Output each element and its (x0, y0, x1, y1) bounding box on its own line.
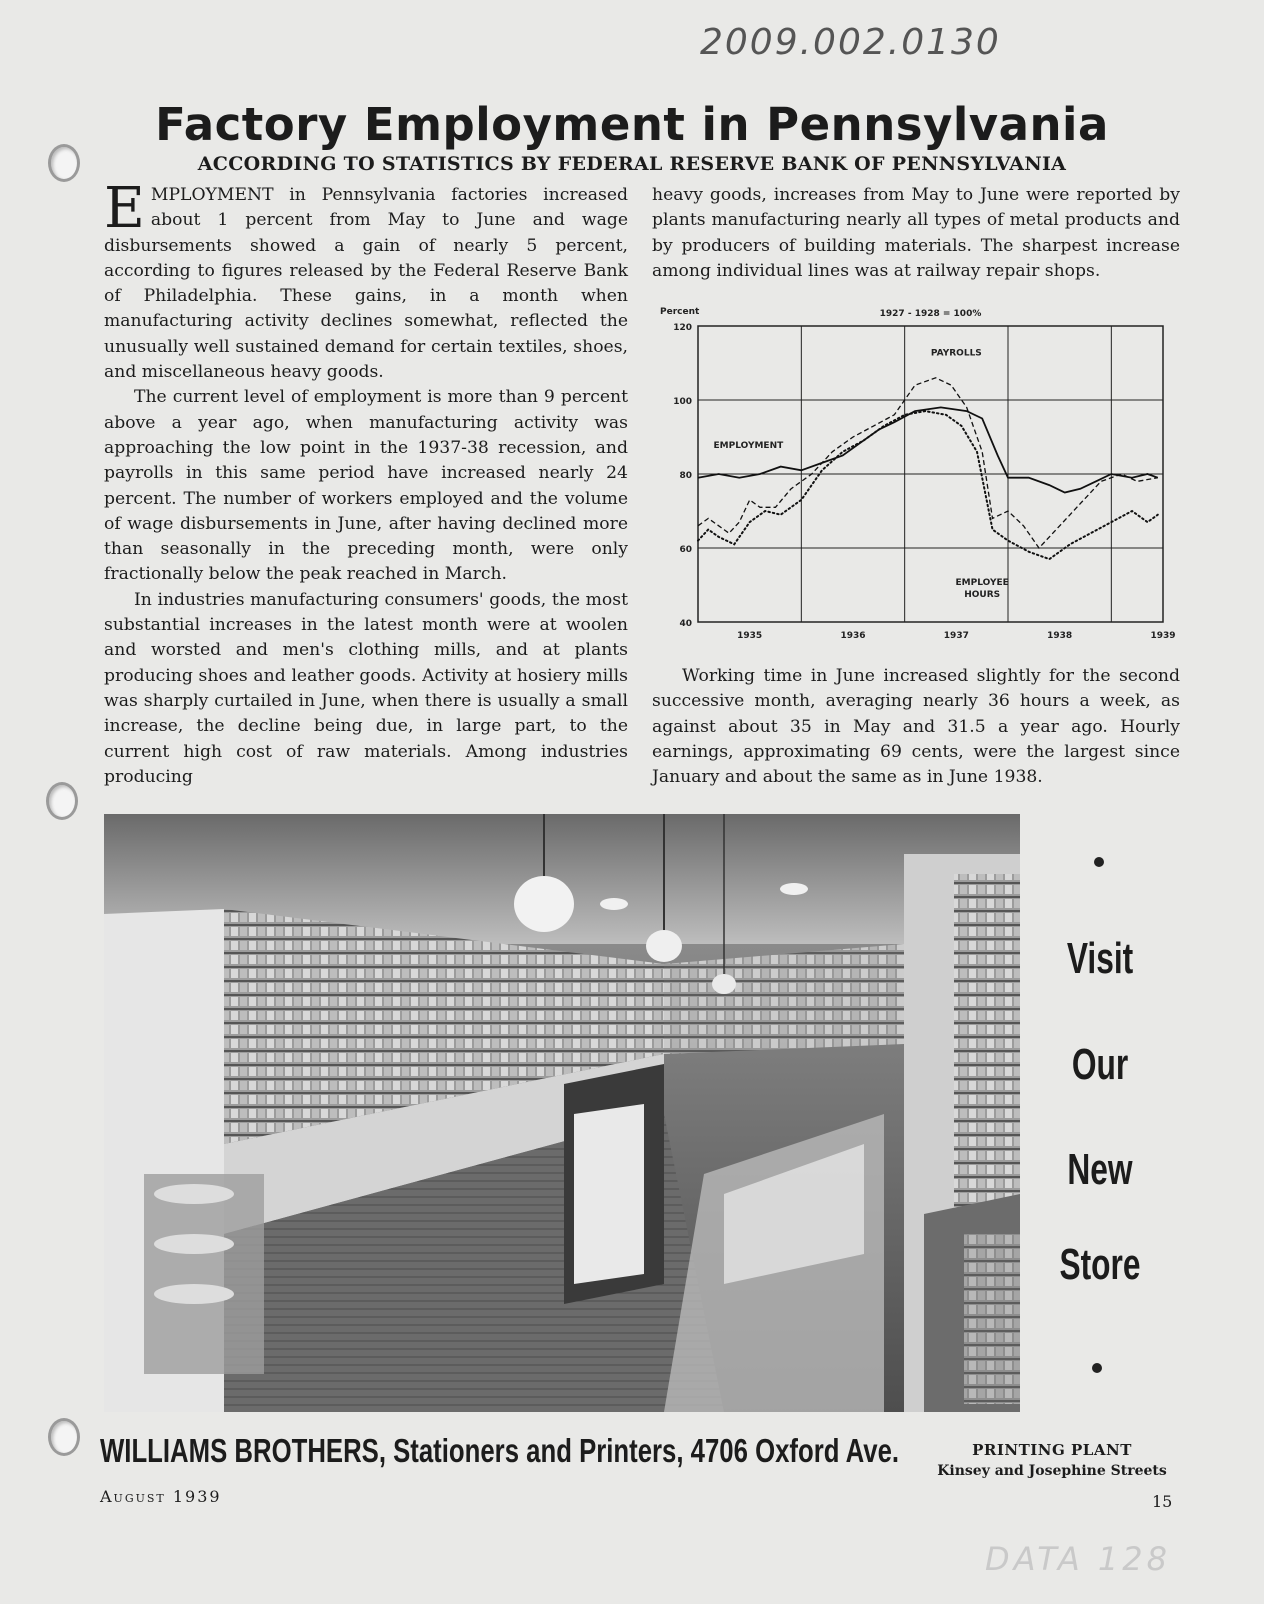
y-axis-label: Percent (660, 307, 700, 317)
chart-annotation: EMPLOYEE (955, 578, 1009, 588)
employment-chart (658, 300, 1178, 652)
chart-annotation: HOURS (964, 590, 1001, 600)
store-photo-illustration (104, 814, 1020, 1412)
series-line-payrolls (698, 378, 1158, 548)
printing-plant-label: PRINTING PLANT (972, 1441, 1132, 1459)
left-column (104, 176, 628, 790)
right-column-bottom (652, 664, 1180, 790)
x-tick-label: 1938 (1047, 631, 1073, 641)
y-tick-label: 60 (679, 545, 692, 555)
chart-annotation: PAYROLLS (930, 348, 982, 359)
article-subtitle: ACCORDING TO STATISTICS BY FEDERAL RESERVE BANK OF PENNSYLVANIA (197, 153, 1067, 175)
paragraph: heavy goods, increases from May to June were reported by plants manufacturing nearly all types of metal products and by producers of building materials. The sharpest increase among individual lines was at railway repair shops. (652, 185, 1180, 281)
binder-hole (48, 1418, 80, 1456)
y-tick-label: 120 (673, 323, 692, 333)
paragraph-text: MPLOYMENT in Pennsylvania factories increased about 1 percent from May to June and wage disbursements showed a gain of nearly 5 percent, according to figures released by the Federal Reserve Bank of Philadelphia. These gains, in a month when manufacturing activity declines somewhat, reflected the unusually well sustained demand for certain textiles, shoes, and miscellaneous heavy goods. (104, 185, 628, 383)
issue-date: August 1939 (100, 1487, 222, 1506)
x-tick-label: 1937 (943, 631, 969, 641)
ad-word-our: Our (1071, 1040, 1129, 1089)
page-number: 15 (1152, 1492, 1173, 1511)
ad-word-store: Store (1059, 1240, 1141, 1289)
paragraph: In industries manufacturing consumers' goods, the most substantial increases in the latest month were at woolen and worsted and men's clothing mills, and at plants producing shoes and leather goods. Activity at hosiery mills was sharply curtailed in June, when there is usually a small increase, the decline being due, in large part, to the current high cost of raw materials. Among industries producing (104, 589, 628, 787)
ad-word-visit: Visit (1066, 934, 1134, 983)
printing-plant-address: Kinsey and Josephine Streets (937, 1463, 1167, 1479)
ad-bullet (1094, 857, 1104, 867)
paragraph (104, 176, 628, 385)
drop-cap: E (104, 176, 145, 241)
x-tick-label: 1936 (840, 631, 866, 641)
y-tick-label: 100 (673, 397, 692, 407)
store-interior-photo (104, 814, 1020, 1412)
paragraph: Working time in June increased slightly for the second successive month, averaging nearly 36 hours a week, as against about 35 in May and 31.5 a year ago. Hourly earnings, approximating 69 cents, were the largest since January and about the same as in June 1938. (652, 666, 1180, 788)
x-tick-label: 1935 (737, 631, 763, 641)
x-tick-label: 1939 (1150, 631, 1176, 641)
ad-bullet (1092, 1363, 1102, 1373)
chart-annotation: EMPLOYMENT (713, 441, 784, 452)
article-title: Factory Employment in Pennsylvania (155, 98, 1109, 151)
chart-title: 1927 - 1928 = 100% (879, 309, 982, 319)
handwritten-bottom-note: DATA 128 (985, 1540, 1171, 1578)
binder-hole (46, 782, 78, 820)
handwritten-accession-number: 2009.002.0130 (700, 22, 1001, 63)
chart-svg (658, 300, 1178, 652)
y-tick-label: 40 (679, 619, 692, 629)
y-tick-label: 80 (679, 471, 692, 481)
company-ad-line: WILLIAMS BROTHERS, Stationers and Printers, 4706 Oxford Ave. (100, 1432, 900, 1469)
paragraph: The current level of employment is more than 9 percent above a year ago, when manufacturing activity was approaching the low point in the 1937-38 recession, and payrolls in this same period have increased nearly 24 percent. The number of workers employed and the volume of wage disbursements in June, after having declined more than seasonally in the preceding month, were only fractionally below the peak reached in March. (104, 387, 628, 585)
ad-word-new: New (1067, 1145, 1133, 1194)
right-column-top (652, 183, 1180, 284)
